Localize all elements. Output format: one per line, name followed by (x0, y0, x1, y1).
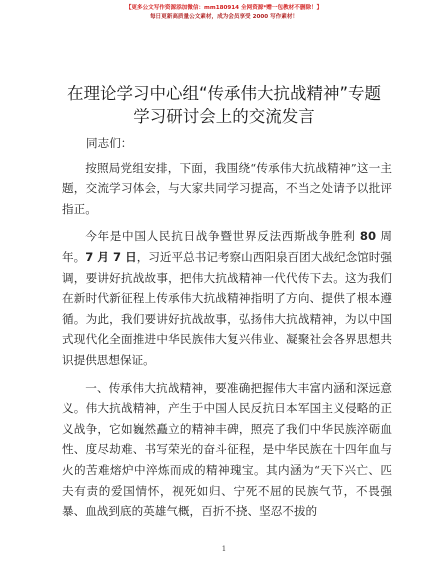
promo-banner (0, 4, 448, 22)
paragraph-anniversary-text-a: 今年是中国人民抗日战争暨世界反法西斯战争胜利 (85, 229, 360, 244)
anniversary-number: 80 (359, 229, 377, 244)
paragraph-anniversary-text-b: 周年。 (62, 229, 393, 264)
promo-banner-line2: 每日更新高质量公文素材，成为会员享受 2000 写作素材！ (149, 14, 299, 20)
promo-banner-line1: 【更多公文写作资源添加微信：mm180914 全网资源*赠一包教材不删除！】 (125, 5, 323, 11)
document-body (62, 133, 392, 522)
document-title (0, 82, 448, 128)
salutation: 同志们： (86, 136, 133, 150)
paragraph-section-one: 一、传承伟大抗战精神，要准确把握伟大丰富内涵和深远意义。伟大抗战精神，产生于中国人民反抗日本军国主义侵略的正义战争，它如巍然矗立的精神丰碑，照亮了我们中华民族淬砺血性、度尽劫难、书写荣光的奋斗征程，是中华民族在十四年血与火的苦难熔炉中淬炼而成的精神瑰宝。其内涵为“天下兴亡、匹夫有责的爱国情怀，视死如归、宁死不屈的民族气节，不畏强暴、血战到底的英雄气概，百折不挠、坚忍不拔的 (62, 380, 392, 519)
document-title-line1: 在理论学习中心组“传承伟大抗战精神”专题 (66, 84, 382, 103)
anniversary-date: 7 月 7 日 (85, 249, 137, 264)
page-number: 1 (221, 545, 227, 553)
paragraph-anniversary-text-c: ，习近平总书记考察山西阳泉百团大战纪念馆时强调，要讲好抗战故事，把伟大抗战精神一代代传下去。这为我们在新时代新征程上传承伟大抗战精神指明了方向、提供了根本遵循。为此，我们要讲好抗战故事，弘扬伟大抗战精神，为以中国式现代化全面推进中华民族伟大复兴伟业、凝聚社会各界思想共识提供思想保证。 (62, 249, 392, 367)
document-title-line2: 学习研讨会上的交流发言 (133, 107, 315, 126)
paragraph-intro: 按照局党组安排，下面，我围绕“传承伟大抗战精神”这一主题，交流学习体会，与大家共同学习提高，不当之处请予以批评指正。 (62, 160, 392, 216)
paragraph-anniversary (62, 226, 392, 370)
